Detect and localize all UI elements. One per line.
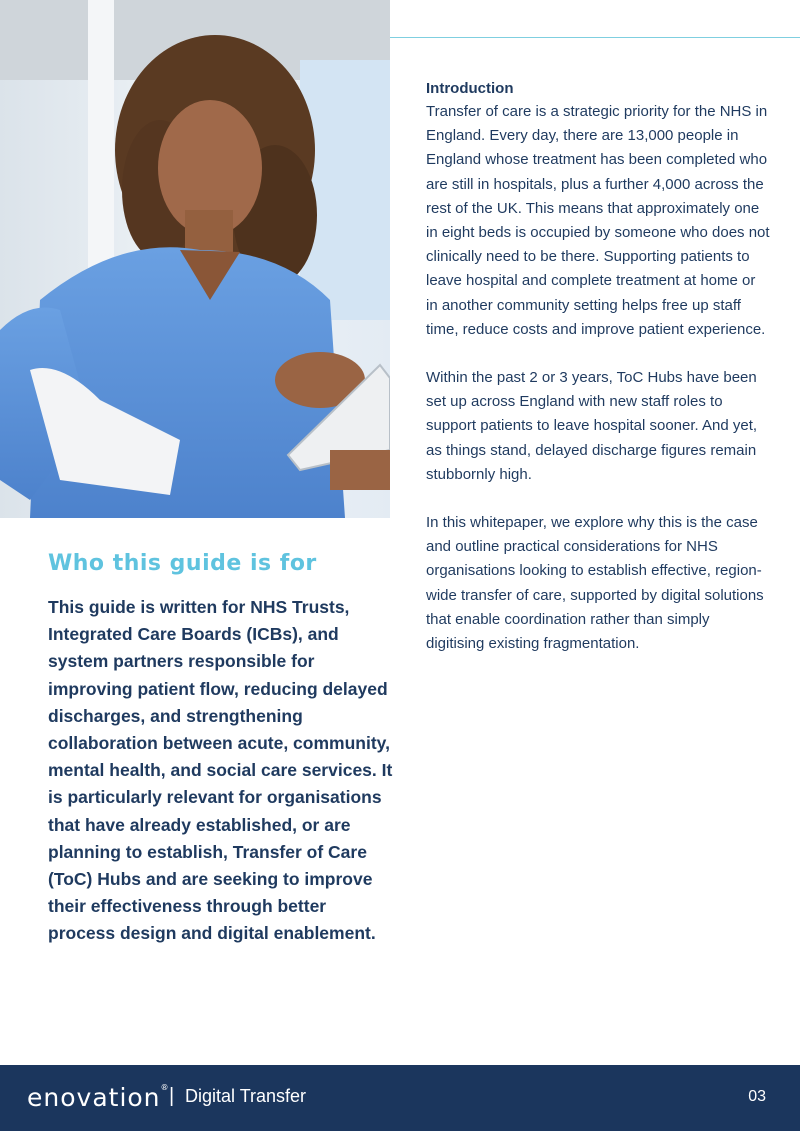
footer-section-name: Digital Transfer (185, 1086, 307, 1106)
footer-separator: | (169, 1085, 175, 1107)
brand-name: enovation (27, 1083, 161, 1112)
introduction-paragraph-2: Within the past 2 or 3 years, ToC Hubs have been set up across England with new staff roles to support patients to leave hospital sooner. And yet, as things stand, delayed discharge figures remain stubbornly high. (426, 369, 758, 483)
registered-mark: ® (160, 1083, 170, 1092)
page-footer (0, 1065, 800, 1131)
introduction-paragraph-1: Transfer of care is a strategic priority for the NHS in England. Every day, there are 13,000 people in England whose treatment has been completed who are still in hospitals, plus a further 4,000 across the rest of the UK. This means that approximately one in eight beds is occupied by someone who does not clinically need to be there. Supporting patients to leave hospital and complete treatment at home or in another community setting helps free up staff time, reduce costs and improve patient experience. (426, 103, 770, 338)
introduction-section (426, 78, 771, 680)
page-number: 03 (748, 1088, 766, 1105)
who-this-guide-is-for-title: Who this guide is for (48, 551, 317, 576)
top-divider-line (390, 37, 800, 38)
introduction-heading: Introduction (426, 80, 514, 97)
who-this-guide-is-for-body: This guide is written for NHS Trusts, Integrated Care Boards (ICBs), and system partners responsible for improving patient flow, reducing delayed discharges, and strengthening collaboration between acute, community, mental health, and social care services. It is particularly relevant for organisations that have already established, or are planning to establish, Transfer of Care (ToC) Hubs and are seeking to improve their effectiveness through better process design and digital enablement. (48, 597, 393, 944)
introduction-paragraph-3: In this whitepaper, we explore why this is the case and outline practical considerations for NHS organisations looking to establish effective, region-wide transfer of care, supported by digital solutions that enable coordination rather than simply digitising existing fragmentation. (426, 514, 764, 653)
enovation-logo (27, 1083, 170, 1112)
hero-photo-nurse-with-tablet (0, 0, 390, 518)
